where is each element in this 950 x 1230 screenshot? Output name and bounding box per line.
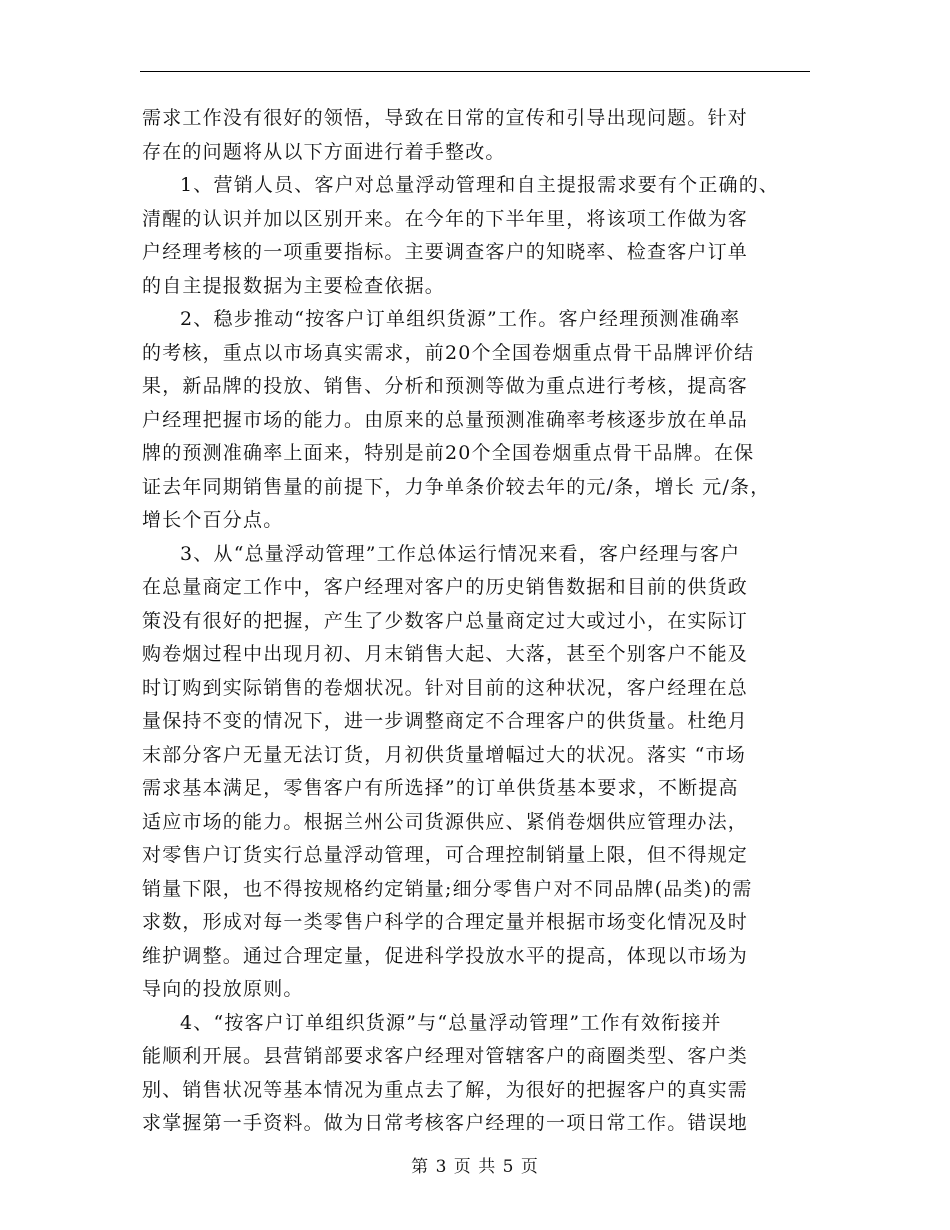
text-line: 适应市场的能力。根据兰州公司货源供应、紧俏卷烟供应管理办法，: [142, 810, 749, 833]
text-line: 户经理把握市场的能力。由原来的总量预测准确率考核逐步放在单品: [142, 408, 749, 431]
text-line: 导向的投放原则。: [142, 978, 304, 1000]
text-line: 需求工作没有很好的领悟，导致在日常的宣传和引导出现问题。针对: [142, 107, 749, 129]
text-line: 果，新品牌的投放、销售、分析和预测等做为重点进行考核，提高客: [142, 375, 749, 397]
text-line: 存在的问题将从以下方面进行着手整改。: [142, 140, 506, 163]
page-number-footer: 第 3 页 共 5 页: [411, 1157, 539, 1177]
text-line: 清醒的认识并加以区别开来。在今年的下半年里，将该项工作做为客: [142, 207, 749, 230]
text-line: 在总量商定工作中，客户经理对客户的历史销售数据和目前的供货政: [142, 576, 749, 598]
text-line: 的自主提报数据为主要检查依据。: [142, 274, 446, 297]
text-line: 求掌握第一手资料。做为日常考核客户经理的一项日常工作。错误地: [142, 1112, 749, 1134]
paragraph-first-line: 2、稳步推动“按客户订单组织货源”工作。客户经理预测准确率: [180, 308, 741, 330]
paragraph-first-line: 3、从“总量浮动管理”工作总体运行情况来看，客户经理与客户: [180, 542, 741, 565]
text-line: 增长个百分点。: [142, 509, 284, 531]
text-line: 销量下限，也不得按规格约定销量;细分零售户对不同品牌(品类)的需: [142, 877, 753, 900]
text-line: 别、销售状况等基本情况为重点去了解，为很好的把握客户的真实需: [142, 1078, 749, 1101]
paragraph-first-line: 4、“按客户订单组织货源”与“总量浮动管理”工作有效衔接并: [180, 1011, 722, 1034]
paragraph-first-line: 1、营销人员、客户对总量浮动管理和自主提报需求要有个正确的、: [180, 174, 780, 196]
text-line: 证去年同期销售量的前提下，力争单条价较去年的元/条，增长 元/条，: [142, 475, 771, 498]
text-line: 维护调整。通过合理定量，促进科学投放水平的提高，体现以市场为: [142, 944, 749, 967]
text-line: 时订购到实际销售的卷烟状况。针对目前的这种状况，客户经理在总: [142, 676, 749, 699]
text-line: 末部分客户无量无法订货，月初供货量增幅过大的状况。落实 “市场: [142, 743, 746, 766]
header-rule: [140, 71, 810, 72]
text-line: 对零售户订货实行总量浮动管理，可合理控制销量上限，但不得规定: [142, 844, 749, 866]
text-line: 户经理考核的一项重要指标。主要调查客户的知晓率、检查客户订单: [142, 241, 749, 263]
text-line: 购卷烟过程中出现月初、月末销售大起、大落，甚至个别客户不能及: [142, 643, 749, 665]
text-line: 能顺利开展。县营销部要求客户经理对管辖客户的商圈类型、客户类: [142, 1045, 749, 1067]
text-line: 需求基本满足，零售客户有所选择”的订单供货基本要求，不断提高: [142, 777, 739, 799]
text-line: 量保持不变的情况下，进一步调整商定不合理客户的供货量。杜绝月: [142, 710, 749, 732]
text-line: 求数，形成对每一类零售户科学的合理定量并根据市场变化情况及时: [142, 911, 749, 933]
document-body: [142, 102, 814, 1141]
text-line: 牌的预测准确率上面来，特别是前20个全国卷烟重点骨干品牌。在保: [142, 442, 755, 464]
text-line: 的考核，重点以市场真实需求，前20个全国卷烟重点骨干品牌评价结: [142, 341, 755, 364]
text-line: 策没有很好的把握，产生了少数客户总量商定过大或过小，在实际订: [142, 609, 749, 632]
